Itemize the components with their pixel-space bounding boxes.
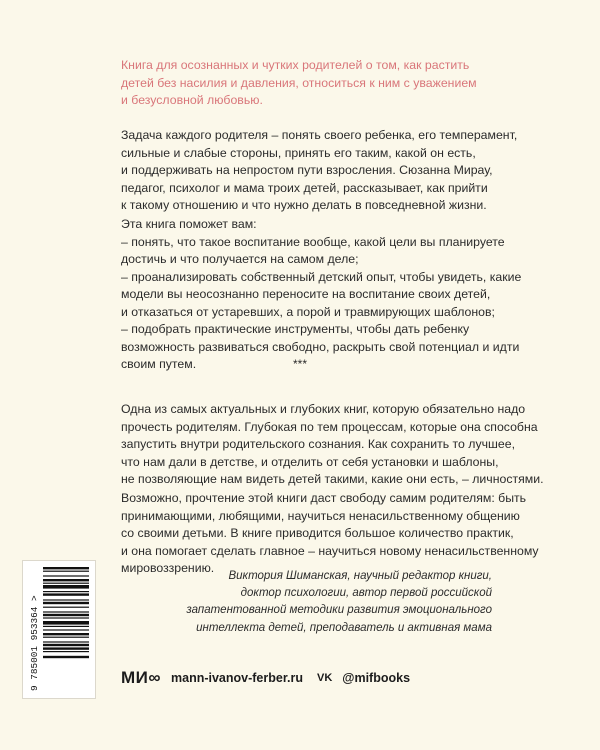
paragraph-line: и она помогает сделать главное – научиться новому ненасильственному	[121, 543, 539, 558]
barcode-bar	[43, 633, 89, 635]
barcode-bar	[43, 579, 89, 581]
intro-text	[121, 57, 501, 110]
list-line: – проанализировать собственный детский опыт, чтобы увидеть, какие	[121, 269, 522, 284]
attribution-line: Виктория Шиманская, научный редактор книги,	[228, 570, 492, 582]
barcode-bar	[43, 647, 89, 649]
barcode-bar	[43, 621, 89, 625]
barcode-bar	[43, 651, 89, 652]
barcode-bar	[43, 637, 89, 638]
barcode-bar	[43, 614, 89, 616]
list-line: возможность развиваться свободно, раскрыть свой потенциал и идти	[121, 339, 520, 354]
list-line: и отказаться от устаревших, а порой и травмирующих шаблонов;	[121, 304, 495, 319]
list-line: своим путем.	[121, 357, 197, 371]
list-line: – подобрать практические инструменты, чтобы дать ребенку	[121, 322, 470, 336]
paragraph-line: принимающими, любящими, научиться ненасильственному общению	[121, 508, 520, 523]
publisher-website-link[interactable]: mann-ivanov-ferber.ru	[171, 671, 303, 685]
barcode-bar	[43, 567, 89, 569]
attribution-line: запатентованной методики развития эмоционального	[186, 604, 492, 617]
paragraph-line: Задача каждого родителя – понять своего ребенка, его темперамент,	[121, 128, 518, 142]
barcode-bar	[43, 656, 89, 658]
barcode-bar	[43, 575, 89, 576]
publisher-logo: МИ∞	[121, 668, 161, 687]
paragraph-line: со своими детьми. В книге приводится большое количество практик,	[121, 526, 514, 540]
paragraph-line: запустить внутри родительского сознания. Как сохранить то лучшее,	[121, 437, 515, 451]
barcode-bar	[43, 602, 89, 604]
paragraph-line: и поддерживать на непростом пути взросления. Сюзанна Мирау,	[121, 163, 493, 177]
list-line: – понять, что такое воспитание вообще, какой цели вы планируете	[121, 234, 505, 249]
barcode-bar	[43, 585, 89, 589]
barcode-bar	[43, 599, 89, 600]
barcode-bar	[43, 583, 89, 584]
paragraph-line: Возможно, прочтение этой книги даст свободу самим родителям: быть	[121, 491, 527, 505]
section-separator: ***	[292, 357, 307, 371]
paragraph-line: не позволяющие нам видеть детей такими, какие они есть, – личностями.	[121, 472, 544, 486]
barcode-bar	[43, 591, 89, 592]
vk-icon[interactable]: VK	[316, 672, 333, 684]
barcode-bar	[43, 644, 89, 646]
barcode-bar	[43, 571, 89, 572]
list-line: модели вы неосознанно переносите на воспитание своих детей,	[121, 287, 491, 301]
barcode-bar	[43, 611, 89, 612]
paragraph-line: Одна из самых актуальных и глубоких книг, которую обязательно надо	[121, 402, 526, 416]
list-line: Эта книга поможет вам:	[121, 217, 257, 231]
quote-attribution	[132, 568, 492, 637]
list-line: достичь и что получается на самом деле;	[121, 252, 359, 266]
paragraph-line: к такому отношению и что нужно делать в повседневной жизни.	[121, 198, 487, 212]
isbn-digits: 9 785001 953364 >	[29, 595, 40, 691]
attribution-line: интеллекта детей, преподаватель и активная мама	[196, 621, 492, 634]
barcode-bar	[43, 607, 89, 608]
barcode-bar	[43, 593, 89, 595]
intro-line: детей без насилия и давления, относиться к ним с уважением	[121, 75, 477, 90]
paragraph-line: сильные и слабые стороны, принять его таким, какой он есть,	[121, 145, 476, 160]
paragraph-line: прочесть родителям. Глубокая по тем процессам, которые она способна	[121, 419, 538, 434]
barcode-bar	[43, 626, 89, 627]
paragraph-conclusion	[121, 490, 539, 578]
barcode-bar	[43, 641, 89, 642]
barcode-bar	[43, 629, 89, 630]
benefits-list	[121, 216, 522, 374]
barcode-graphic	[23, 561, 95, 698]
intro-line: Книга для осознанных и чутких родителей о том, как растить	[121, 58, 470, 72]
paragraph-line: мировоззрению.	[121, 561, 215, 575]
publisher-footer	[121, 667, 410, 689]
attribution-line: доктор психологии, автор первой российской	[240, 587, 492, 600]
paragraph-description	[121, 127, 518, 215]
intro-line: и безусловной любовью.	[121, 93, 263, 107]
paragraph-review	[121, 401, 544, 489]
social-handle-link[interactable]: @mifbooks	[342, 671, 411, 685]
isbn-barcode	[22, 560, 96, 699]
paragraph-line: что нам дали в детстве, и отделить от себя установки и шаблоны,	[121, 454, 499, 469]
barcode-bar	[43, 617, 89, 618]
paragraph-line: педагог, психолог и мама троих детей, рассказывает, как прийти	[121, 180, 488, 195]
